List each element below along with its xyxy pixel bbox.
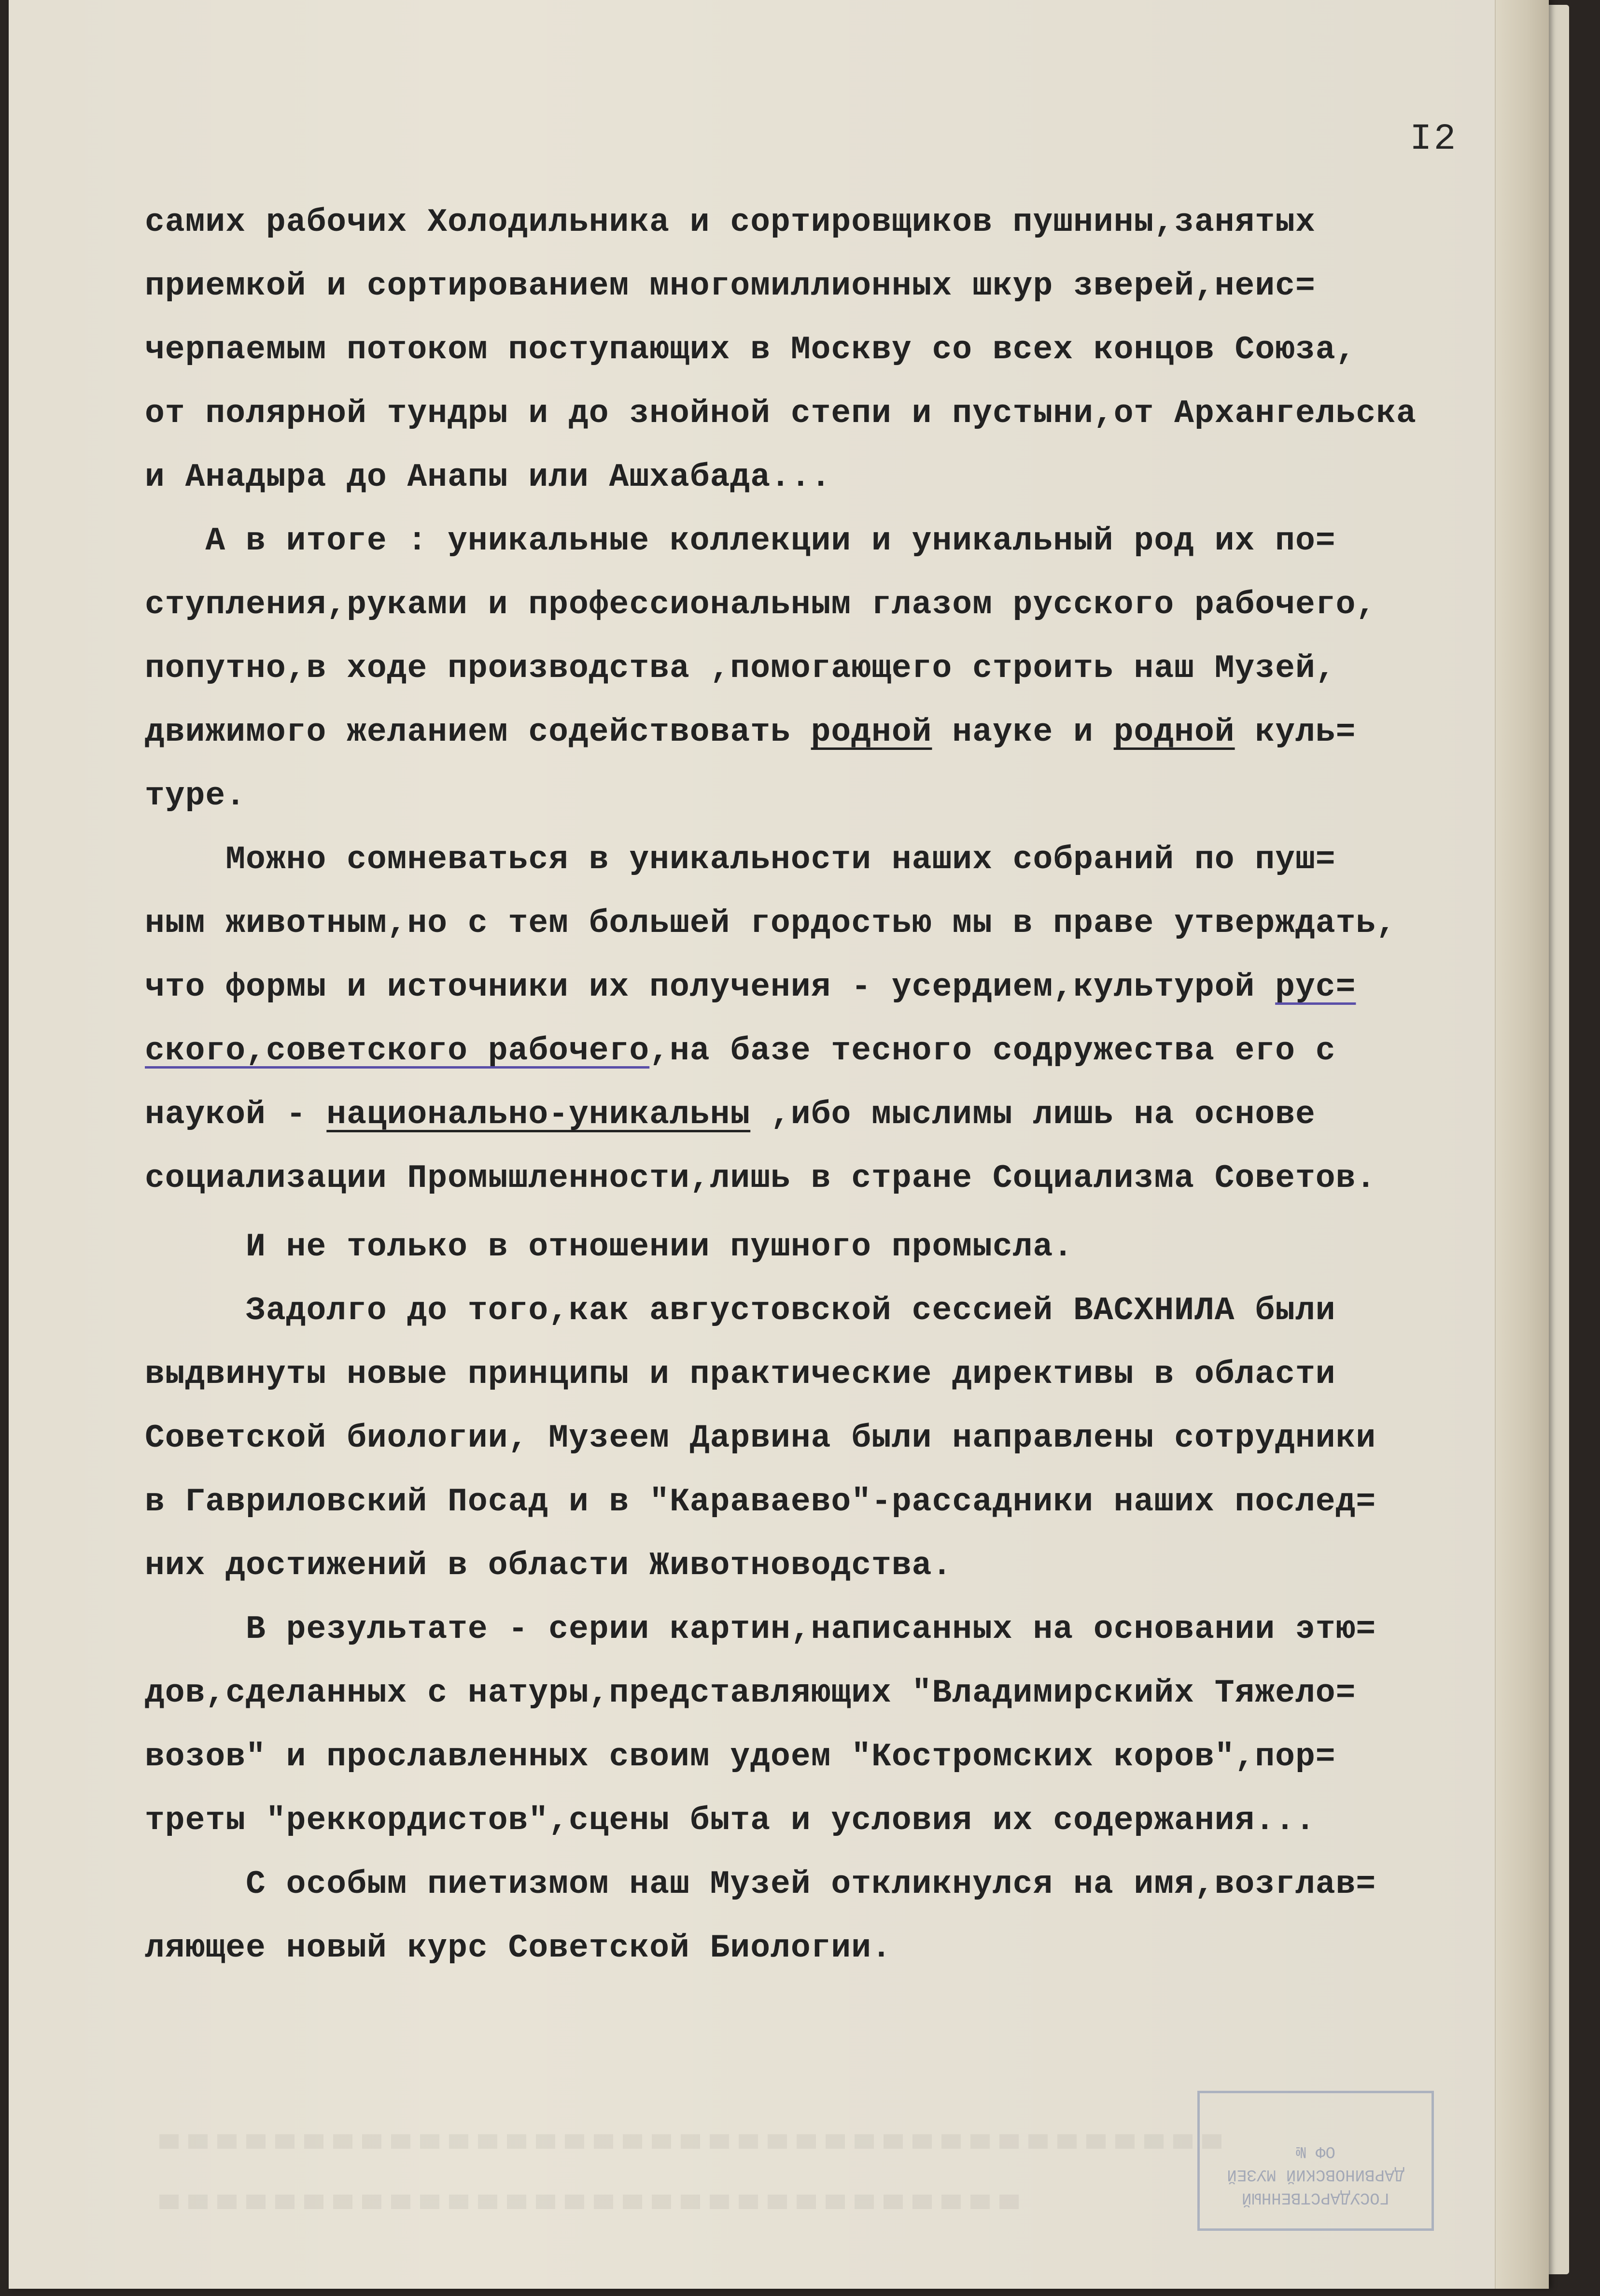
text-line: них достижений в области Животноводства. <box>145 1547 953 1584</box>
text-line: ным животным,но с тем большей гордостью мы в праве утверждать, <box>145 905 1397 942</box>
text-line: И не только в отношении пушного промысла. <box>145 1228 1074 1266</box>
text-line: выдвинуты новые принципы и практические директивы в области <box>145 1356 1336 1393</box>
underlined-text: ского,советского рабочего <box>145 1032 650 1070</box>
archive-stamp <box>1197 2091 1434 2231</box>
bleed-through-text <box>159 2195 1028 2209</box>
text-line: Задолго до того,как августовской сессией ВАСХНИЛА были <box>145 1292 1336 1329</box>
text-segment: ,на базе тесного содружества его с <box>649 1032 1336 1070</box>
text-line: приемкой и сортированием многомиллионных шкур зверей,неис= <box>145 268 1316 305</box>
page-number: I2 <box>1410 118 1458 160</box>
text-segment: куль= <box>1235 714 1356 751</box>
text-line: Можно сомневаться в уникальности наших собраний по пуш= <box>145 841 1336 878</box>
text-line: ляющее новый курс Советской Биологии. <box>145 1930 892 1967</box>
stamp-line: ОФ № <box>1296 2142 1335 2160</box>
underlined-text: родной <box>811 714 932 751</box>
stamp-line: ГОСУДАРСТВЕННЫЙ <box>1241 2188 1390 2207</box>
text-line: С особым пиетизмом наш Музей откликнулся на имя,возглав= <box>145 1866 1376 1903</box>
text-line: Советской биологии, Музеем Дарвина были направлены сотрудники <box>145 1420 1376 1457</box>
text-segment: ,ибо мыслимы лишь на основе <box>750 1096 1316 1133</box>
paragraph-gap <box>145 1211 1468 1215</box>
text-line: в Гавриловский Посад и в "Караваево"-рассадники наших послед= <box>145 1483 1376 1521</box>
text-segment: наукой - <box>145 1096 327 1133</box>
text-segment: науке и <box>932 714 1114 751</box>
page-body <box>145 191 1468 1980</box>
text-segment: что формы и источники их получения - усердием,культурой <box>145 969 1276 1006</box>
text-line: и Анадыра до Анапы или Ашхабада... <box>145 459 831 496</box>
text-line <box>145 701 1468 764</box>
text-line: дов,сделанных с натуры,представляющих "Владимирскийх Тяжело= <box>145 1675 1356 1712</box>
bleed-through-text <box>159 2134 1221 2149</box>
text-line: ступления,руками и профессиональным глазом русского рабочего, <box>145 586 1376 623</box>
text-line: треты "реккордистов",сцены быта и условия их содержания... <box>145 1802 1316 1839</box>
page-edge <box>1495 0 1549 2289</box>
text-line: черпаемым потоком поступающих в Москву со всех концов Союза, <box>145 331 1356 368</box>
text-line <box>145 1083 1468 1147</box>
text-line <box>145 956 1468 1019</box>
text-line <box>145 1019 1468 1083</box>
text-line: возов" и прославленных своим удоем "Костромских коров",пор= <box>145 1738 1336 1775</box>
text-line: самих рабочих Холодильника и сортировщиков пушнины,занятых <box>145 204 1316 241</box>
text-line: туре. <box>145 777 246 815</box>
text-line: попутно,в ходе производства ,помогающего строить наш Музей, <box>145 650 1336 687</box>
underlined-text: национально-уникальны <box>326 1096 751 1133</box>
text-segment: движимого желанием содействовать <box>145 714 811 751</box>
text-line: от полярной тундры и до знойной степи и пустыни,от Архангельска <box>145 395 1417 432</box>
stamp-line: ДАРВИНОВСКИЙ МУЗЕЙ <box>1227 2165 1404 2183</box>
underlined-text: рус= <box>1275 969 1356 1006</box>
text-line: социализации Промышленности,лишь в стране Социализма Советов. <box>145 1160 1376 1197</box>
text-line: В результате - серии картин,написанных на основании этю= <box>145 1611 1376 1648</box>
underlined-text: родной <box>1113 714 1235 751</box>
text-line: А в итоге : уникальные коллекции и уникальный род их по= <box>145 522 1336 560</box>
